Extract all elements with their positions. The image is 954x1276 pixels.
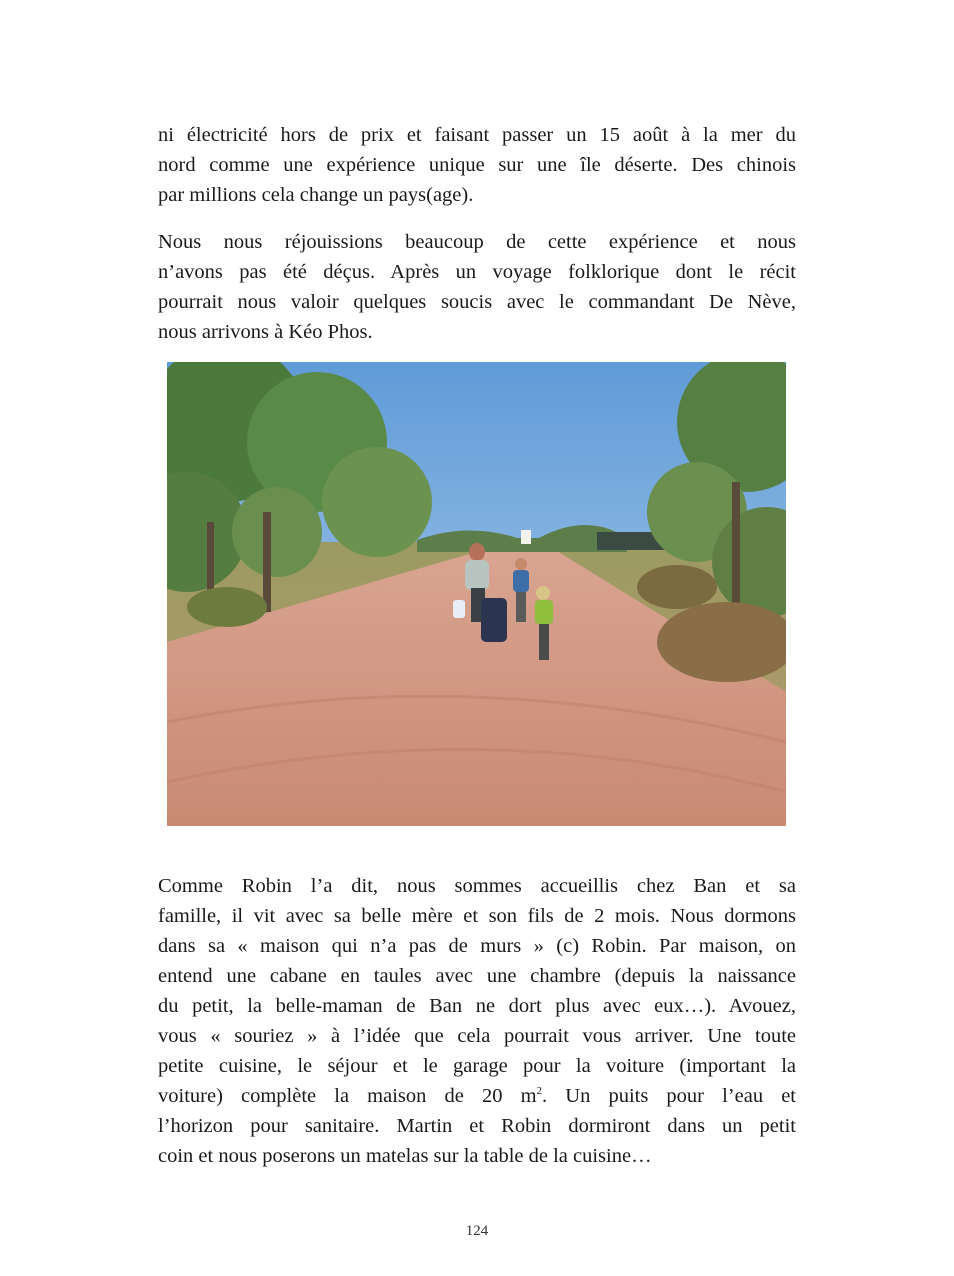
text-line: n’avons pas été déçus. Après un voyage folklorique dont le récit <box>158 261 796 283</box>
text-line: nous arrivons à Kéo Phos. <box>158 321 373 343</box>
text-line: Nous nous réjouissions beaucoup de cette expérience et nous <box>158 231 796 253</box>
text-fragment: voiture) complète la maison de 20 m <box>158 1085 537 1107</box>
text-line: entend une cabane en taules avec une chambre (depuis la naissance <box>158 965 796 987</box>
text-line: famille, il vit avec sa belle mère et son fils de 2 mois. Nous dormons <box>158 905 796 927</box>
photo-dirt-road-family <box>167 362 786 826</box>
text-line: nord comme une expérience unique sur une île déserte. Des chinois <box>158 154 796 176</box>
text-fragment: . Un puits pour l’eau et <box>542 1085 796 1107</box>
paragraph-2 <box>158 227 796 347</box>
text-line: par millions cela change un pays(age). <box>158 184 474 206</box>
text-line: du petit, la belle-maman de Ban ne dort plus avec eux…). Avouez, <box>158 995 796 1017</box>
page-number: 124 <box>465 1223 489 1239</box>
text-line <box>158 1081 796 1111</box>
text-line: dans sa « maison qui n’a pas de murs » (c) Robin. Par maison, on <box>158 935 796 957</box>
text-line: ni électricité hors de prix et faisant passer un 15 août à la mer du <box>158 124 796 146</box>
text-line: coin et nous poserons un matelas sur la table de la cuisine… <box>158 1145 652 1167</box>
text-line: l’horizon pour sanitaire. Martin et Robin dormiront dans un petit <box>158 1115 796 1137</box>
paragraph-1 <box>158 120 796 210</box>
text-line: vous « souriez » à l’idée que cela pourrait vous arriver. Une toute <box>158 1025 796 1047</box>
paragraph-3 <box>158 871 796 1171</box>
text-line: pourrait nous valoir quelques soucis avec le commandant De Nève, <box>158 291 796 313</box>
superscript: 2 <box>536 1085 543 1098</box>
text-line: petite cuisine, le séjour et le garage pour la voiture (important la <box>158 1055 796 1077</box>
text-line: Comme Robin l’a dit, nous sommes accueillis chez Ban et sa <box>158 875 796 897</box>
